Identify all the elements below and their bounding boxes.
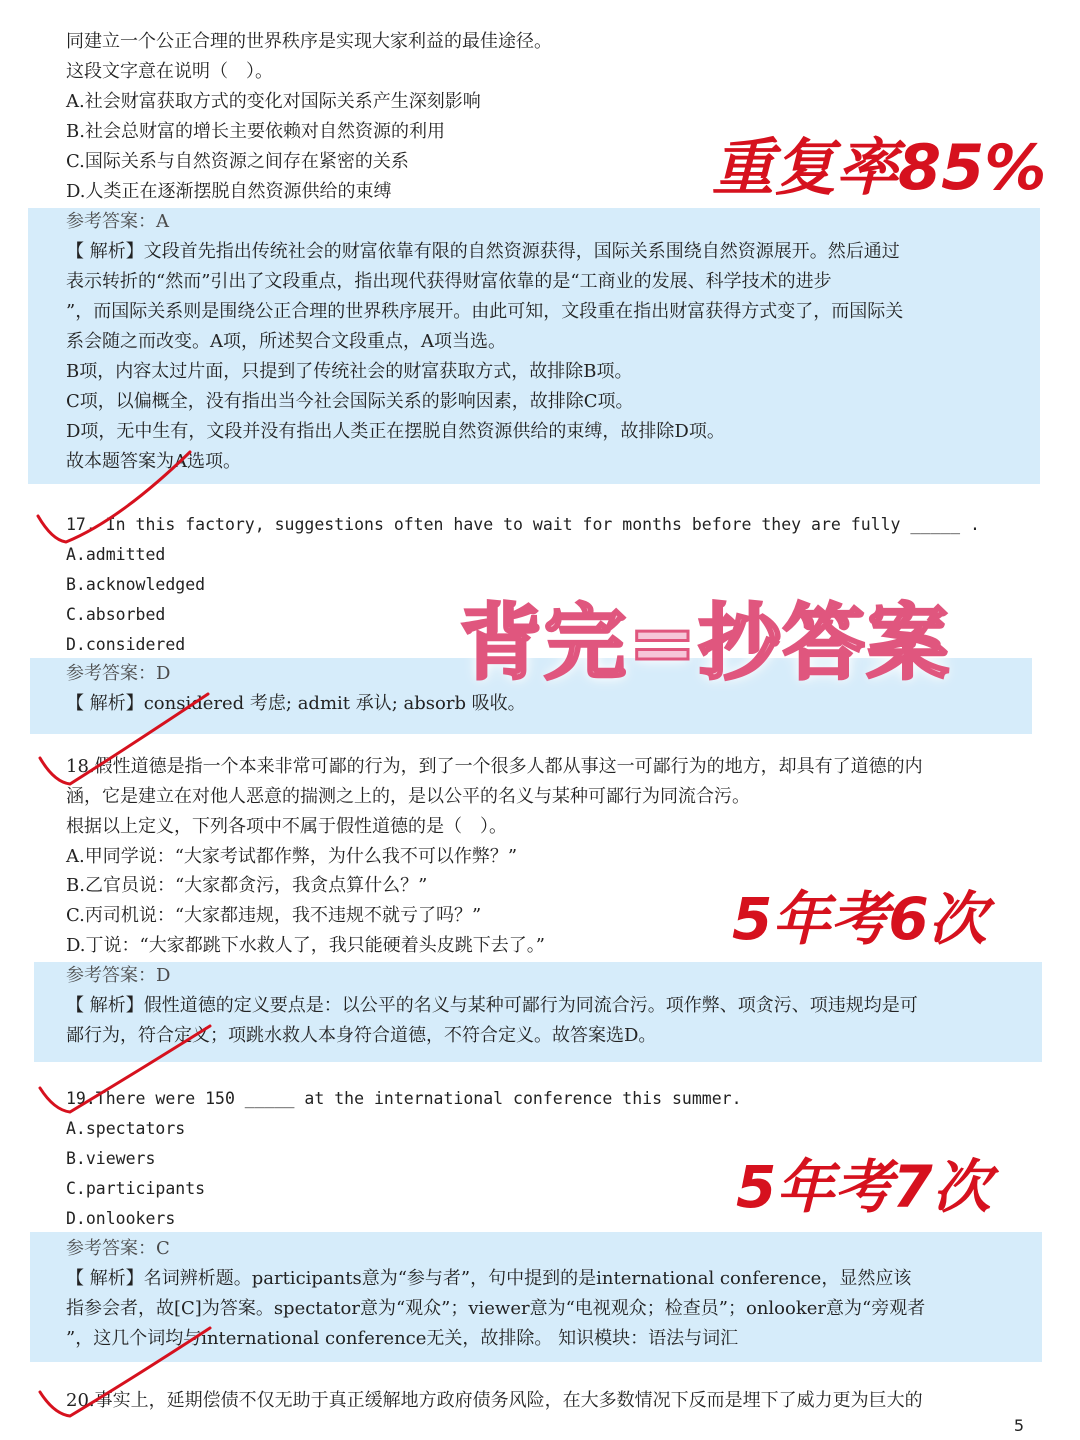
prev-option-b: B.社会总财富的增长主要依赖对自然资源的利用: [66, 121, 445, 142]
q18-option-b: B.乙官员说：“大家都贪污，我贪点算什么？”: [66, 875, 428, 896]
q19-answer: 参考答案：C: [66, 1238, 170, 1259]
q17-question: 17. In this factory, suggestions often have to wait for months before they are fully _____ .: [66, 515, 980, 534]
prev-analysis-line: 【 解析】文段首先指出传统社会的财富依靠有限的自然资源获得，国际关系围绕自然资源展开。然后通过: [66, 241, 900, 262]
q19-frequency-annotation: 5年考7次: [736, 1153, 991, 1221]
q17-option-a: A.admitted: [66, 545, 166, 564]
q19-analysis-line: 指参会者，故[C]为答案。spectator意为“观众”；viewer意为“电视观众；检查员”；onlooker意为“旁观者: [66, 1298, 926, 1319]
repeat-rate-annotation: 重复率85%: [712, 131, 1047, 204]
q18-line: 涵，它是建立在对他人恶意的揣测之上的，是以公平的名义与某种可鄙行为同流合污。: [66, 786, 750, 807]
prev-analysis-line: 表示转折的“然而”引出了文段重点，指出现代获得财富依靠的是“工商业的发展、科学技术的进步: [66, 271, 832, 292]
q17-answer: 参考答案：D: [66, 663, 171, 684]
prev-analysis-line: C项，以偏概全，没有指出当今社会国际关系的影响因素，故排除C项。: [66, 391, 634, 412]
q19-question: 19.There were 150 _____ at the international conference this summer.: [66, 1089, 742, 1108]
prev-line: 同建立一个公正合理的世界秩序是实现大家利益的最佳途径。: [66, 31, 552, 52]
q19-option-c: C.participants: [66, 1179, 206, 1198]
prev-option-a: A.社会财富获取方式的变化对国际关系产生深刻影响: [66, 91, 481, 112]
q19-option-d: D.onlookers: [66, 1209, 176, 1228]
prev-line: 这段文字意在说明（ ）。: [66, 61, 273, 82]
prev-analysis-line: D项，无中生有，文段并没有指出人类正在摆脱自然资源供给的束缚，故排除D项。: [66, 421, 725, 442]
q18-frequency-annotation: 5年考6次: [732, 885, 987, 953]
q18-option-c: C.丙司机说：“大家都违规，我不违规不就亏了吗？”: [66, 905, 482, 926]
q17-option-b: B.acknowledged: [66, 575, 206, 594]
q18-line: 18.假性道德是指一个本来非常可鄙的行为，到了一个很多人都从事这一可鄙行为的地方，却具有了道德的内: [66, 756, 923, 777]
q20-question: 20.事实上，延期偿债不仅无助于真正缓解地方政府债务风险，在大多数情况下反而是埋下了威力更为巨大的: [66, 1390, 923, 1411]
prev-analysis-line: B项，内容太过片面，只提到了传统社会的财富获取方式，故排除B项。: [66, 361, 633, 382]
q19-analysis-line: ”，这几个词均与international conference无关，故排除。 知识模块：语法与词汇: [66, 1328, 739, 1349]
prev-option-d: D.人类正在逐渐摆脱自然资源供给的束缚: [66, 181, 392, 202]
q17-analysis: 【 解析】considered 考虑; admit 承认; absorb 吸收。: [66, 693, 526, 714]
q17-option-d: D.considered: [66, 635, 186, 654]
q19-option-b: B.viewers: [66, 1149, 156, 1168]
q18-analysis-line: 【 解析】假性道德的定义要点是：以公平的名义与某种可鄙行为同流合污。项作弊、项贪污、项违规均是可: [66, 995, 918, 1016]
q19-option-a: A.spectators: [66, 1119, 186, 1138]
q18-answer: 参考答案：D: [66, 965, 171, 986]
prev-answer: 参考答案：A: [66, 211, 169, 232]
page-number: 5: [1013, 1416, 1024, 1435]
q18-option-d: D.丁说：“大家都跳下水救人了，我只能硬着头皮跳下去了。”: [66, 935, 545, 956]
prev-analysis-line: 故本题答案为A选项。: [66, 451, 241, 472]
q18-analysis-line: 鄙行为，符合定义；项跳水救人本身符合道德，不符合定义。故答案选D。: [66, 1025, 657, 1046]
q18-option-a: A.甲同学说：“大家考试都作弊，为什么我不可以作弊？”: [66, 846, 518, 867]
prev-option-c: C.国际关系与自然资源之间存在紧密的关系: [66, 151, 409, 172]
q18-line: 根据以上定义，下列各项中不属于假性道德的是（ ）。: [66, 816, 507, 837]
prev-analysis-line: 系会随之而改变。A项，所述契合文段重点，A项当选。: [66, 331, 506, 352]
prev-analysis-line: ”，而国际关系则是围绕公正合理的世界秩序展开。由此可知，文段重在指出财富获得方式变了，而国际关: [66, 301, 904, 322]
slogan-annotation: 背完=抄答案: [460, 596, 951, 691]
q19-analysis-line: 【 解析】名词辨析题。participants意为“参与者”，句中提到的是international conference，显然应该: [66, 1268, 912, 1289]
q17-option-c: C.absorbed: [66, 605, 166, 624]
